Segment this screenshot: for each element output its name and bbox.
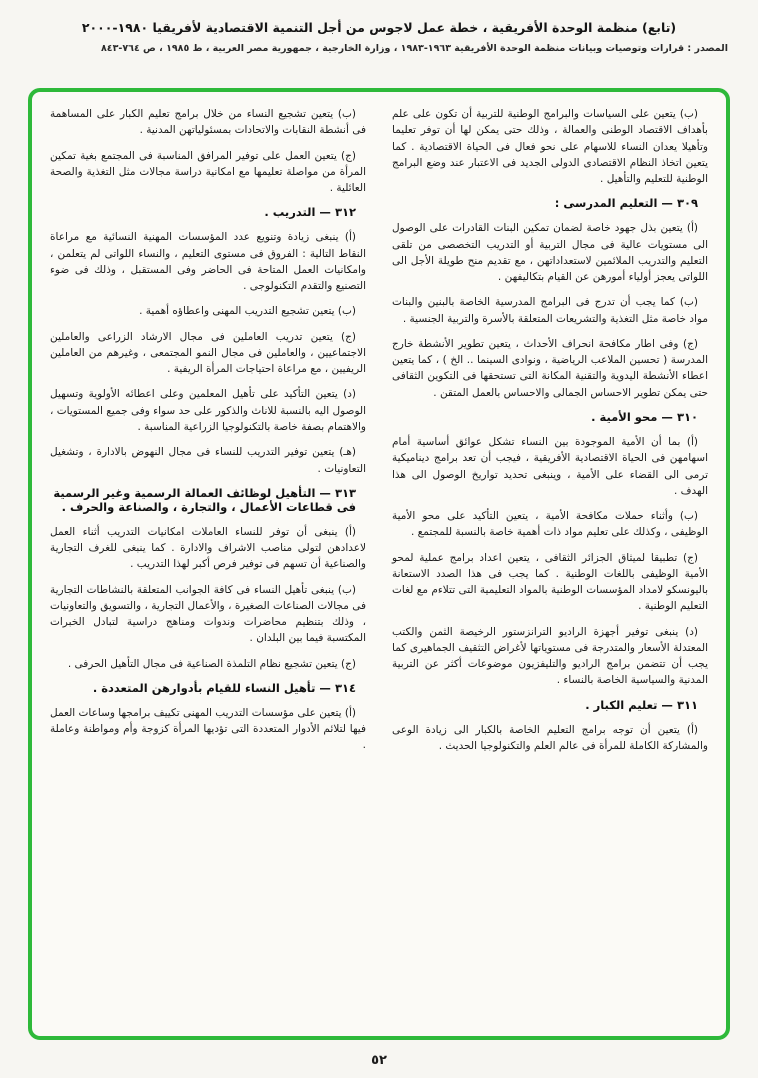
document-title: (تابع) منظمة الوحدة الأفريقية ، خطة عمل لاجوس من أجل التنمية الاقتصادية لأفريقيا ١٩٨٠-٢٠٠٠ (81, 20, 677, 35)
page-number: ٥٢ (371, 1053, 387, 1068)
paragraph: (ب) كما يجب أن تدرج فى البرامج المدرسية الخاصة بالبنين والبنات مواد خاصة مثل التغذية والتشريعات المتعلقة بالأسرة والتربية الجنسية . (392, 296, 708, 325)
section-heading-309: ٣٠٩ — التعليم المدرسى : (554, 196, 698, 211)
section-heading-311: ٣١١ — تعليم الكبار . (585, 697, 698, 712)
content-frame (28, 88, 730, 1040)
paragraph: (ج) وفى اطار مكافحة انحراف الأحداث ، يتعين تطوير الأنشطة خارج المدرسة ( تحسين الملاعب الرياضية ، ونوادى السينما .. الخ ) ، كما يتعين اعطاء الأنشطة اليدوية والتقنية المكانة التى تستحقها فى التكوين الثقافى حتى يمكن تطوير الاحساس الجمالى والاحساس بالعمل المتقن . (392, 337, 708, 399)
paragraph: (أ) يتعين على مؤسسات التدريب المهنى تكييف برامجها وساعات العمل فيها لتلائم الأدوار المتعددة التى تؤديها المرأة كزوجة وأم ومواطنة وعاملة . (50, 706, 366, 752)
paragraph: (ب) يتعين على السياسات والبرامج الوطنية للتربية أن تكون على علم بأهداف الاقتصاد الوطنى والعمالة ، وذلك حتى يمكن لها أن توفر تعليما وتأهيلا يعدان النساء للاسهام على نحو فعال فى الحياة الاقتصادية . كما يتعين اتخاذ النظام الاقتصادى الدولى الجديد فى الاعتبار عند وضع البرامج الوطنية للتعليم والتأهيل . (392, 108, 708, 186)
paragraph: (ج) تطبيقا لميثاق الجزائر الثقافى ، يتعين اعداد برامج عملية لمحو الأمية الوظيفى باللغات الوطنية . كما يجب فى هذا الصدد الاستعانة باليونسكو لامداد المؤسسات الوطنية بالمواد التعليمية التى تتلاءم مع لغات التعليم الوطنية . (392, 551, 708, 613)
paragraph: (ج) يتعين تشجيع نظام التلمذة الصناعية فى مجال التأهيل الحرفى . (67, 657, 356, 670)
paragraph: (أ) بما أن الأمية الموجودة بين النساء تشكل عوائق أساسية أمام اسهامهن فى الحياة الاقتصادية الأفريقية ، فيجب أن تعد برامج ديناميكية ترمى الى القضاء على الأمية ، وينبغى تحديد تواريخ الوصول الى هذا الهدف . (392, 435, 708, 497)
section-heading-312: ٣١٢ — التدريب . (264, 205, 356, 220)
paragraph: (أ) يتعين بذل جهود خاصة لضمان تمكين البنات القادرات على الوصول الى مستويات عالية فى مجال التربية أو التدريب التخصصى من تلقى التعليم والتدريب الملائمين لاستعداداتهن ، مع تقديم منح طويلة الأجل الى اللواتى يعجز أولياء أمورهن عن القيام بتكاليفهن . (392, 222, 708, 284)
paragraph: (ب) ينبغى تأهيل النساء فى كافة الجوانب المتعلقة بالنشاطات التجارية فى مجالات الصناعات الصغيرة ، والأعمال التجارية ، والتسويق والتعاونيات ، وذلك بتنظيم محاضرات وندوات ومناهج دراسية لتبادل الخبرات المكتسبة فيما بين البلدان . (50, 583, 366, 645)
paragraph: (أ) يتعين أن توجه برامج التعليم الخاصة بالكبار الى زيادة الوعى والمشاركة الكاملة للمرأة فى عالم العلم والتكنولوجيا الحديث . (392, 723, 708, 752)
section-heading-314: ٣١٤ — تأهيل النساء للقيام بأدوارهن المتعددة . (92, 680, 356, 695)
paragraph: (ب) يتعين تشجيع النساء من خلال برامج تعليم الكبار على المساهمة فى أنشطة النقابات والاتحادات بمسئولياتهن المدنية . (50, 108, 366, 137)
paragraph: (ب) وأثناء حملات مكافحة الأمية ، يتعين التأكيد على محو الأمية الوظيفى ، وكذلك على تعليم مواد ذات أهمية خاصة بالنسبة للمجتمع . (392, 510, 708, 539)
paragraph: (أ) ينبغى أن توفر للنساء العاملات امكانيات التدريب أثناء العمل لاعدادهن لتولى مناصب الاشراف والادارة . كما ينبغى للغرف التجارية والصناعية أن تسهم فى توفير فرص أكبر لهذا التدريب . (50, 525, 366, 571)
paragraph: (ج) يتعين تدريب العاملين فى مجال الارشاد الزراعى والعاملين الاجتماعيين ، والعاملين فى مجال النمو المجتمعى ، وغيرهم من العاملين الريفيين ، مع مراعاة احتياجات المرأة الريفية . (50, 330, 366, 376)
section-heading-313: ٣١٣ — التأهيل لوظائف العمالة الرسمية وغير الرسمية فى قطاعات الأعمال ، والتجارة ، والصناعة والحرف . (53, 485, 356, 514)
column-left (50, 106, 366, 1022)
paragraph: (هـ) يتعين توفير التدريب للنساء فى مجال النهوض بالادارة ، وتشغيل التعاونيات . (50, 446, 366, 475)
paragraph: (أ) ينبغى زيادة وتنويع عدد المؤسسات المهنية النسائية مع مراعاة النقاط التالية : الفروق فى مستوى التعليم ، والنساء اللواتى لم يتعلمن ، وامكانيات العمل المتاحة فى الحاضر وفى المستقبل ، وذلك فى ضوء التصنيع والتقدم التكنولوجى . (50, 231, 366, 293)
page-header (0, 0, 758, 54)
paragraph: (د) ينبغى توفير أجهزة الراديو الترانزستور الرخيصة الثمن والكتب المعتدلة الأسعار والمتدرجة فى مستوياتها لأغراض التثقيف الجماهيرى كما يجب أن تتضمن برامج الراديو والتليفزيون موضوعات أكثر عن التربية المدنية والسياسية الخاصة بالنساء . (392, 625, 708, 687)
source-line: المصدر : قرارات وتوصيات وبيانات منظمة الوحدة الأفريقية ١٩٦٣-١٩٨٣ ، وزارة الخارجية ، جمهورية مصر العربية ، ط ١٩٨٥ ، ص ٧٦٤-٨٤٣ (100, 43, 728, 54)
section-heading-310: ٣١٠ — محو الأمية . (591, 409, 698, 424)
paragraph: (ب) يتعين تشجيع التدريب المهنى واعطاؤه أهمية . (139, 305, 356, 318)
paragraph: (د) يتعين التأكيد على تأهيل المعلمين وعلى اعطائه الأولوية وتسهيل الوصول اليه بالنسبة للاناث والذكور على حد سواء وفى جميع المستويات ، والاهتمام بصفة خاصة بالتكنولوجيا الزراعية المناسبة . (50, 388, 366, 433)
column-right (392, 106, 708, 1022)
paragraph: (ج) يتعين العمل على توفير المرافق المناسبة فى المجتمع بغية تمكين المرأة من مواصلة تعليمها مع امكانية دراسة مجالات مثل التغذية والصحة العائلية . (50, 149, 366, 195)
